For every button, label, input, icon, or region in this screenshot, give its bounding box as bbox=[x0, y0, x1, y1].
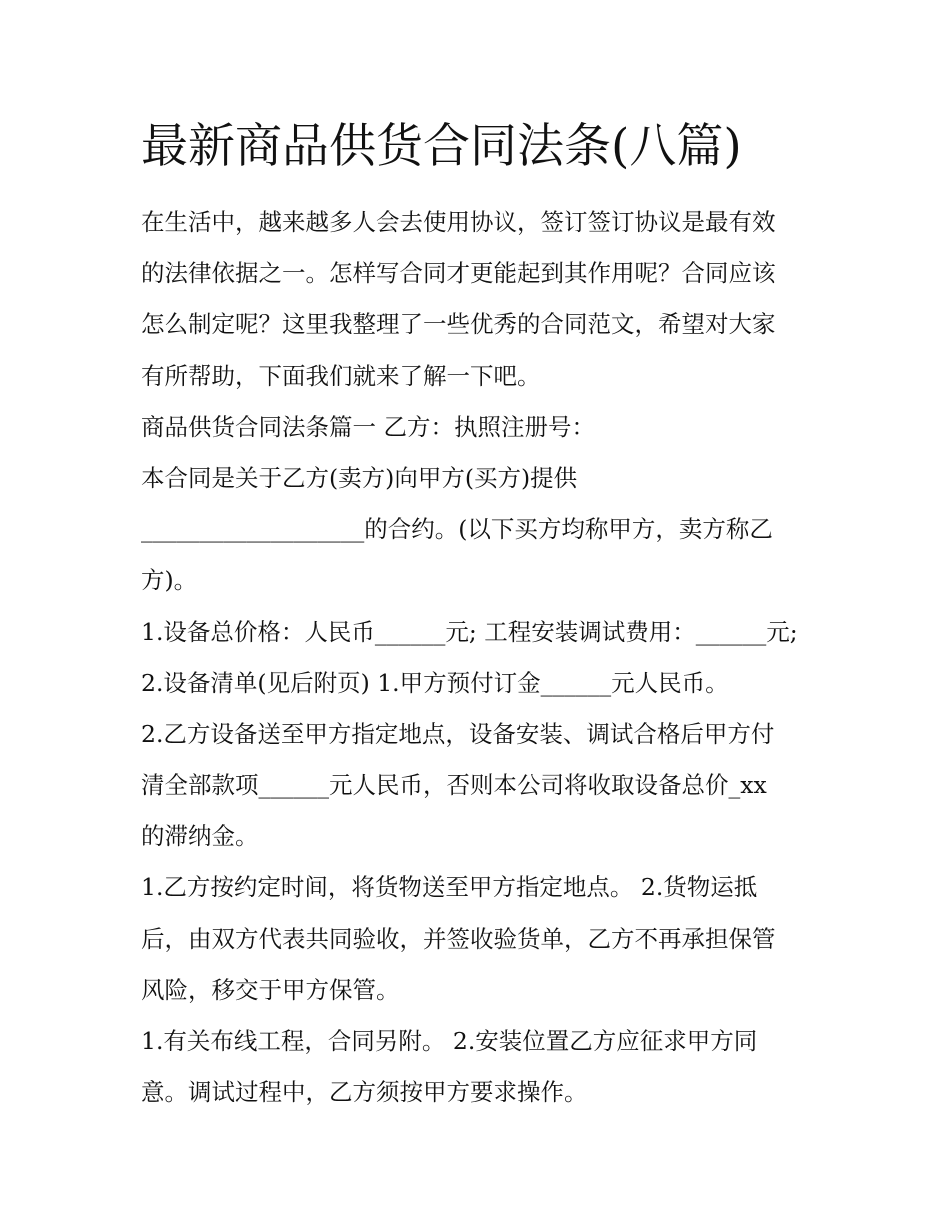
body-line: 本合同是关于乙方(卖方)向甲方(买方)提供 bbox=[141, 463, 578, 492]
body-line: ___________________的合约。(以下买方均称甲方，卖方称乙 bbox=[141, 515, 773, 544]
body-line: 怎么制定呢？这里我整理了一些优秀的合同范文，希望对大家 bbox=[141, 310, 776, 339]
body-line: 的滞纳金。 bbox=[141, 822, 259, 851]
section-heading: 商品供货合同法条篇一 乙方：执照注册号： bbox=[141, 412, 595, 441]
document-title: 最新商品供货合同法条(八篇) bbox=[141, 119, 742, 174]
body-line: 意。调试过程中，乙方须按甲方要求操作。 bbox=[141, 1078, 588, 1107]
body-line: 2.设备清单(见后附页) 1.甲方预付订金______元人民币。 bbox=[141, 668, 729, 697]
body-line: 1.有关布线工程，合同另附。 2.安装位置乙方应征求甲方同 bbox=[141, 1027, 758, 1055]
body-line: 1.乙方按约定时间，将货物送至甲方指定地点。 2.货物运抵 bbox=[141, 873, 758, 902]
body-line: 在生活中，越来越多人会去使用协议，签订签订协议是最有效 bbox=[141, 208, 776, 236]
document-body bbox=[141, 197, 821, 1118]
body-line: 后，由双方代表共同验收，并签收验货单，乙方不再承担保管 bbox=[141, 924, 776, 953]
body-line: 清全部款项______元人民币，否则本公司将收取设备总价_xx bbox=[141, 771, 767, 800]
body-line: 方)。 bbox=[141, 566, 198, 595]
body-line: 1.设备总价格：人民币______元; 工程安装调试费用：______元; bbox=[141, 617, 798, 646]
body-line: 2.乙方设备送至甲方指定地点，设备安装、调试合格后甲方付 bbox=[141, 719, 775, 748]
body-line: 风险，移交于甲方保管。 bbox=[141, 975, 400, 1004]
body-line: 的法律依据之一。怎样写合同才更能起到其作用呢？合同应该 bbox=[141, 259, 776, 288]
body-line: 有所帮助，下面我们就来了解一下吧。 bbox=[141, 361, 541, 390]
